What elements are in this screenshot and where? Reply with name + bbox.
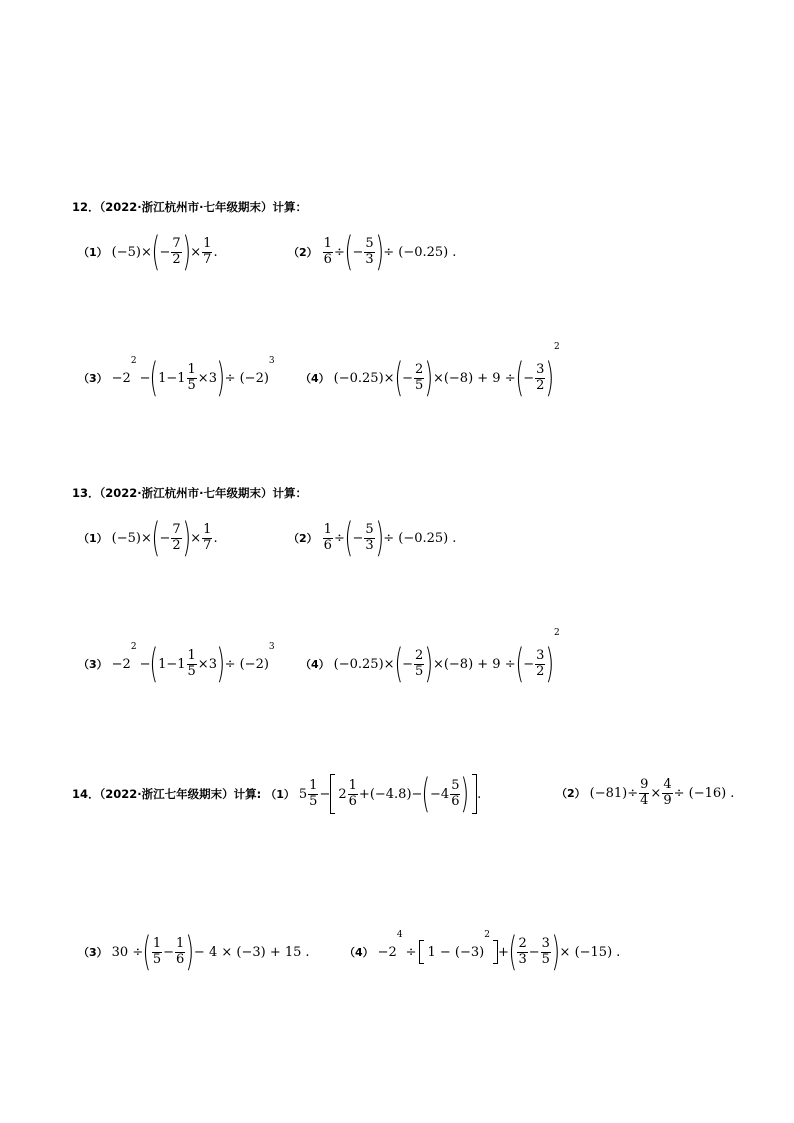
question-13-title: 13．（2022·浙江杭州市·七年级期末）计算： [72,486,307,500]
expr-text: ÷ (−0.25) [383,244,449,260]
paren-open: ( [344,229,353,275]
fraction: $\frac{5}{3}$ [365,235,374,267]
q12-part3 [78,355,275,401]
q13-part3 [78,641,275,687]
expr-text: ×(−8) + 9 ÷ [432,656,516,672]
expr-text: ÷ (−2) [224,656,269,672]
minus: − [523,656,535,672]
expr-text: 1−1 [158,656,186,672]
plus: + [497,944,509,960]
paren-open: ( [515,355,524,401]
expr-text: (−0.25)× [333,656,395,672]
period: . [730,785,735,801]
part-label: （2） [288,532,318,545]
expr-text: 1−1 [158,370,186,386]
q14-part2 [556,778,734,809]
part-label: （2） [288,246,318,259]
expr-text: × (−15) [559,944,613,960]
paren-close: ) [545,355,555,401]
expr-text: (−0.25)× [333,370,395,386]
q14-part4 [344,929,621,975]
bracket-open [330,774,335,814]
part-label: （1） [265,788,295,801]
paren-open: ( [142,929,152,975]
fraction: $\frac{3}{2}$ [536,361,545,393]
q13-part1 [78,515,218,561]
expr-text: (−81)÷ [589,785,639,801]
q14-part3 [78,929,310,975]
fraction: $\frac{9}{4}$ [640,777,649,808]
expr-text: ×3 [197,370,217,386]
expr-text: −2 [111,370,131,386]
fraction: $\frac{2}{3}$ [518,935,527,967]
part-label: （4） [300,658,330,671]
fraction: $\frac{4}{9}$ [663,777,672,808]
part-label: （3） [78,946,108,959]
exponent: 2 [554,342,560,352]
minus: − [159,244,171,260]
q13-part4 [300,628,560,687]
period: . [213,530,218,546]
q13-part2 [288,515,457,561]
paren-open: ( [421,771,431,817]
paren-open: ( [515,641,524,687]
fraction: $\frac{7}{2}$ [172,521,181,553]
exponent: 3 [268,642,275,652]
fraction: $\frac{2}{5}$ [415,361,424,393]
paren-close: ) [424,355,434,401]
expr-text: −2 [377,944,397,960]
paren-open: ( [508,929,517,975]
part-label: （4） [300,372,330,385]
exponent: 2 [130,356,137,366]
divide: ÷ [333,530,345,546]
exponent: 4 [396,930,403,940]
expr-text: ×3 [197,656,217,672]
expr-text: 2 [338,786,347,802]
paren-close: ) [545,641,555,687]
exponent: 2 [130,642,137,652]
fraction: $\frac{1}{5}$ [152,935,162,967]
minus: − [159,530,171,546]
exponent: 2 [554,628,560,638]
question-12-title: 12．（2022·浙江杭州市·七年级期末）计算： [72,200,307,214]
paren-close: ) [216,641,226,687]
fraction: $\frac{5}{6}$ [451,777,460,809]
expr-text: (−5)× [111,244,152,260]
fraction: $\frac{3}{2}$ [536,647,545,679]
times: × [650,785,662,801]
part-label: （4） [344,946,374,959]
minus: − [352,530,364,546]
expr-text: −4 [430,786,450,802]
part-label: （1） [78,246,108,259]
minus: − [319,786,331,802]
expr-text: +(−4.8)− [358,786,423,802]
divide: ÷ [333,244,345,260]
fraction: $\frac{1}{6}$ [323,521,332,553]
paren-open: ( [149,355,159,401]
minus: − [402,656,414,672]
bracket-open [419,940,424,964]
paren-close: ) [182,229,191,275]
expr-text: − 4 × (−3) + 15 [193,944,302,960]
paren-open: ( [151,229,160,275]
fraction: $\frac{1}{6}$ [323,235,332,267]
period: . [477,786,482,802]
times: × [190,530,202,546]
expr-text: −2 [111,656,131,672]
paren-close: ) [551,929,561,975]
paren-close: ) [182,515,191,561]
part-label: （2） [556,787,586,801]
minus: − [352,244,364,260]
paren-open: ( [394,641,403,687]
minus: − [139,370,151,386]
expr-text: ÷ (−0.25) [383,530,449,546]
fraction: $\frac{1}{7}$ [203,521,212,553]
minus: − [402,370,414,386]
paren-open: ( [344,515,353,561]
expr-text: 30 ÷ [111,944,144,960]
minus: − [528,944,540,960]
exponent: 2 [484,930,490,940]
part-label: （3） [78,658,108,671]
expr-text: 5 [298,786,308,802]
q12-part1 [78,229,218,275]
period: . [213,244,218,260]
paren-close: ) [375,229,384,275]
fraction: $\frac{2}{5}$ [415,647,424,679]
period: . [452,244,457,260]
minus: − [139,656,151,672]
fraction: $\frac{1}{5}$ [187,647,196,679]
paren-close: ) [185,929,195,975]
divide: ÷ [405,944,417,960]
period: . [452,530,457,546]
period: . [616,944,621,960]
fraction: $\frac{1}{6}$ [348,777,357,809]
part-label: （1） [78,532,108,545]
paren-close: ) [460,771,470,817]
fraction: $\frac{1}{5}$ [309,777,318,809]
part-label: （3） [78,372,108,385]
expr-text: ÷ (−2) [224,370,269,386]
question-14-title: 14．（2022·浙江七年级期末）计算: [72,787,262,801]
paren-close: ) [216,355,226,401]
paren-close: ) [375,515,384,561]
paren-open: ( [149,641,159,687]
fraction: $\frac{7}{2}$ [172,235,181,267]
expr-text: 1 − (−3) [427,944,485,960]
minus: − [523,370,535,386]
minus: − [163,944,175,960]
fraction: $\frac{1}{6}$ [176,935,185,967]
q14-line1 [72,771,482,817]
fraction: $\frac{3}{5}$ [541,935,550,967]
fraction: $\frac{1}{5}$ [187,361,196,393]
expr-text: ×(−8) + 9 ÷ [432,370,516,386]
expr-text: ÷ (−16) [673,785,727,801]
paren-close: ) [424,641,434,687]
fraction: $\frac{5}{3}$ [365,521,374,553]
expr-text: (−5)× [111,530,152,546]
paren-open: ( [394,355,403,401]
times: × [190,244,202,260]
period: . [305,944,310,960]
q12-part2 [288,229,457,275]
fraction: $\frac{1}{7}$ [203,235,212,267]
q12-part4 [300,342,560,401]
paren-open: ( [151,515,160,561]
exponent: 3 [268,356,275,366]
